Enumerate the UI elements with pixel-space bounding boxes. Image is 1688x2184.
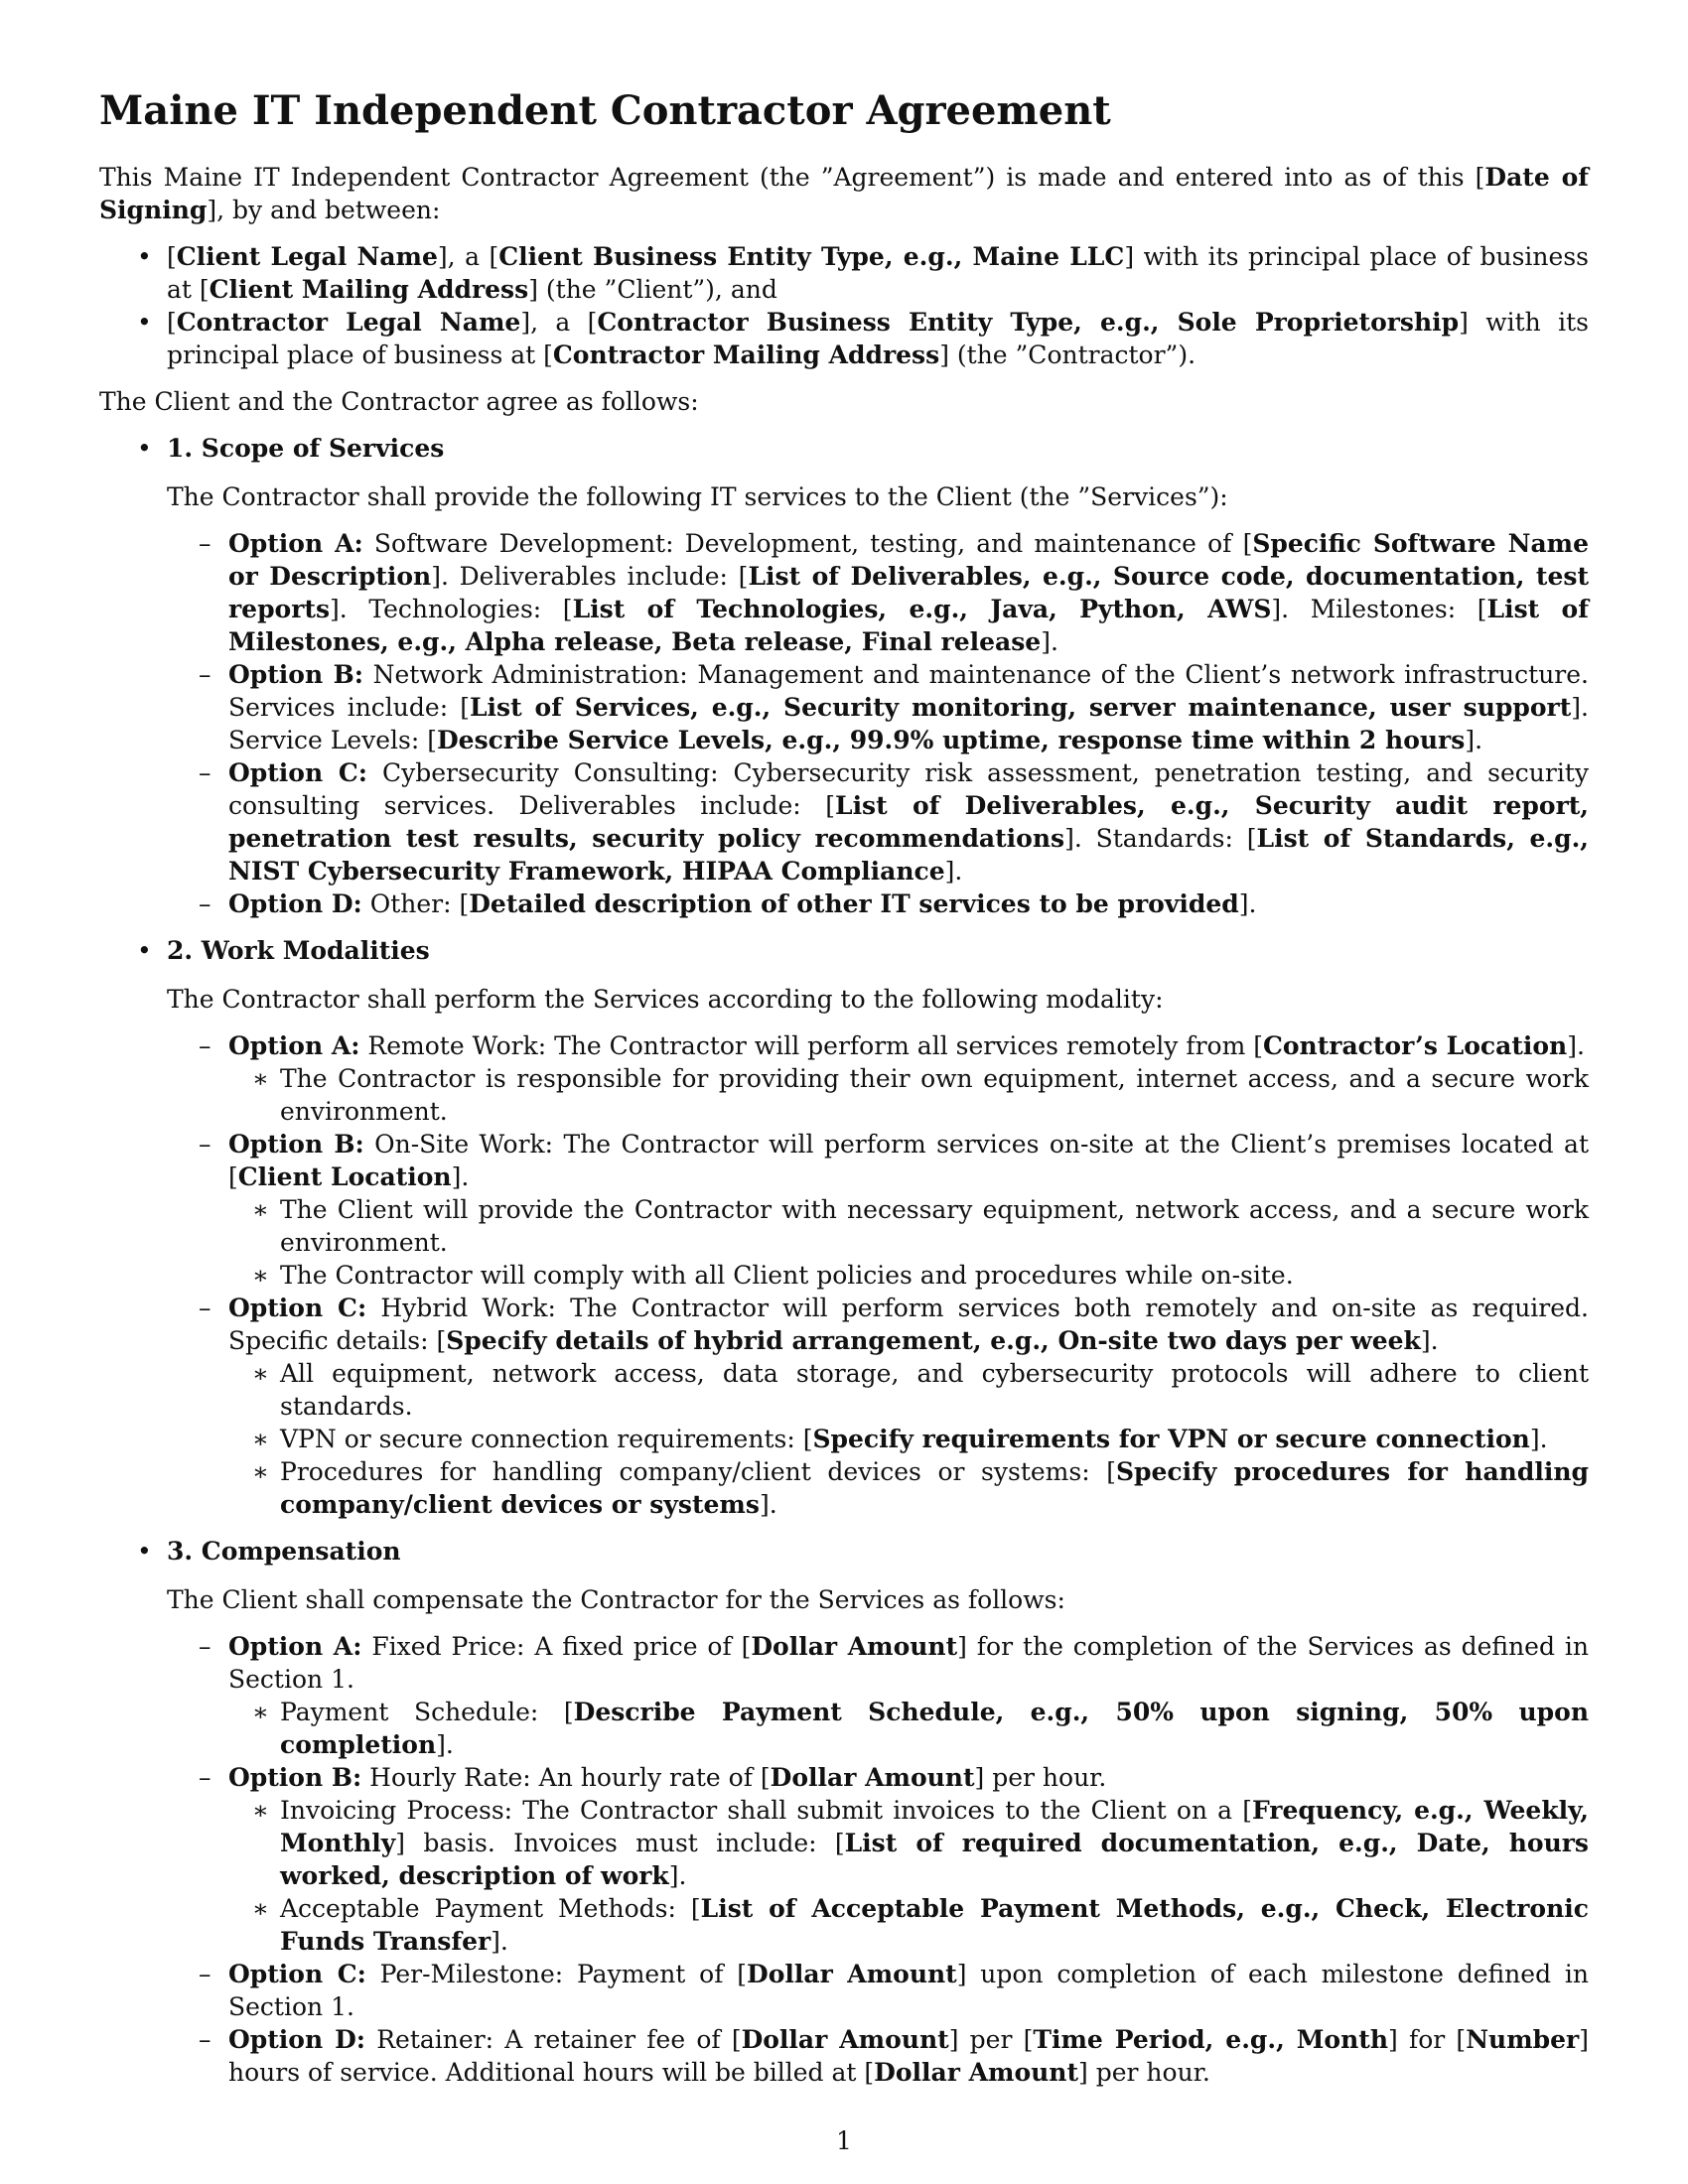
options-list (167, 1630, 1589, 2089)
section-intro: The Client shall compensate the Contractor for the Services as follows: (167, 1585, 1065, 1614)
page-number: 1 (836, 2126, 852, 2155)
sub-item: ∗ All equipment, network access, data storage, and cybersecurity protocols will adhere to client standards. (280, 1357, 1589, 1423)
party-client: • [Client Legal Name], a [Client Business Entity Type, e.g., Maine LLC] with its principal place of business at [Client Mailing Address] (the ”Client”), and (167, 240, 1589, 306)
document-title: Maine IT Independent Contractor Agreement (99, 87, 1111, 134)
party-contractor: • [Contractor Legal Name], a [Contractor Business Entity Type, e.g., Sole Proprietorship] with its principal place of business at [Contractor Mailing Address] (the ”Contractor”). (167, 306, 1589, 371)
sub-item: ∗ Procedures for handling company/client devices or systems: [Specify procedures for handling company/client devices or systems]. (280, 1455, 1589, 1521)
sub-item: ∗ VPN or secure connection requirements: [Specify requirements for VPN or secure connection]. (280, 1423, 1589, 1455)
option-b: – Option B: Network Administration: Management and maintenance of the Client’s network infrastructure. Services include: [List of Services, e.g., Security monitoring, server maintenance, user support]. Service Levels: [Describe Service Levels, e.g., 99.9% uptime, response time within 2 hours]. (228, 658, 1589, 756)
sub-item: ∗ Acceptable Payment Methods: [List of Acceptable Payment Methods, e.g., Check, Electronic Funds Transfer]. (280, 1892, 1589, 1958)
option-b: – Option B: On-Site Work: The Contractor will perform services on-site at the Client’s premises located at [Client Location]. ∗ The Client will provide the Contractor with necessary equipment, network access, and a secure work environment. ∗ The Contractor will comply with all Client policies and procedures while on-site. (228, 1128, 1589, 1292)
option-a: – Option A: Remote Work: The Contractor will perform all services remotely from [Contractor’s Location]. ∗ The Contractor is responsible for providing their own equipment, internet access, and a secure work environment. (228, 1029, 1589, 1128)
section-compensation (167, 1535, 1589, 2089)
intro-paragraph: This Maine IT Independent Contractor Agreement (the ”Agreement”) is made and entered into as of this [Date of Signing], by and between: (99, 163, 1589, 224)
option-c: – Option C: Cybersecurity Consulting: Cybersecurity risk assessment, penetration testing, and security consulting services. Deliverables include: [List of Deliverables, e.g., Security audit report, penetration test results, security policy recommendations]. Standards: [List of Standards, e.g., NIST Cybersecurity Framework, HIPAA Compliance]. (228, 756, 1589, 887)
section-work-modalities (167, 934, 1589, 1521)
option-c: – Option C: Hybrid Work: The Contractor will perform services both remotely and on-site as required. Specific details: [Specify details of hybrid arrangement, e.g., On-site two days per week]. ∗ All equipment, network access, data storage, and cybersecurity protocols will adhere to client standards. ∗ VPN or secure connection requirements: [Specify requirements for VPN or secure connection]. ∗ Procedures for handling company/client devices or systems: [Specify procedures for handling company/client devices or systems]. (228, 1292, 1589, 1521)
option-d: – Option D: Other: [Detailed description of other IT services to be provided]. (228, 887, 1589, 920)
sub-items (228, 1794, 1589, 1958)
agreement-lead-in: The Client and the Contractor agree as follows: (99, 387, 699, 416)
options-list (167, 1029, 1589, 1521)
option-b: – Option B: Hourly Rate: An hourly rate of [Dollar Amount] per hour. ∗ Invoicing Process: The Contractor shall submit invoices to the Client on a [Frequency, e.g., Weekly, Monthly] basis. Invoices must include: [List of required documentation, e.g., Date, hours worked, description of work]. ∗ Acceptable Payment Methods: [List of Acceptable Payment Methods, e.g., Check, Electronic Funds Transfer]. (228, 1761, 1589, 1958)
sub-item: ∗ The Contractor is responsible for providing their own equipment, internet access, and a secure work environment. (280, 1062, 1589, 1128)
section-title: • 1. Scope of Services (167, 434, 445, 463)
sub-item: ∗ The Client will provide the Contractor with necessary equipment, network access, and a secure work environment. (280, 1193, 1589, 1259)
sections-list (99, 432, 1589, 2089)
sub-items (228, 1696, 1589, 1761)
sub-items (228, 1357, 1589, 1521)
option-c: – Option C: Per-Milestone: Payment of [Dollar Amount] upon completion of each milestone defined in Section 1. (228, 1958, 1589, 2023)
options-list (167, 527, 1589, 920)
section-title: • 2. Work Modalities (167, 936, 430, 965)
option-a: – Option A: Software Development: Development, testing, and maintenance of [Specific Software Name or Description]. Deliverables include: [List of Deliverables, e.g., Source code, documentation, test reports]. Technologies: [List of Technologies, e.g., Java, Python, AWS]. Milestones: [List of Milestones, e.g., Alpha release, Beta release, Final release]. (228, 527, 1589, 658)
section-scope-of-services (167, 432, 1589, 920)
section-intro: The Contractor shall perform the Services according to the following modality: (167, 985, 1164, 1014)
placeholder-date-of-signing: Date of Signing (99, 163, 1589, 224)
section-intro: The Contractor shall provide the following IT services to the Client (the ”Services”): (167, 482, 1228, 511)
sub-item: ∗ Invoicing Process: The Contractor shall submit invoices to the Client on a [Frequency, e.g., Weekly, Monthly] basis. Invoices must include: [List of required documentation, e.g., Date, hours worked, description of work]. (280, 1794, 1589, 1892)
sub-item: ∗ The Contractor will comply with all Client policies and procedures while on-site. (280, 1259, 1589, 1292)
section-title: • 3. Compensation (167, 1537, 401, 1566)
option-a: – Option A: Fixed Price: A fixed price of [Dollar Amount] for the completion of the Services as defined in Section 1. ∗ Payment Schedule: [Describe Payment Schedule, e.g., 50% upon signing, 50% upon completion]. (228, 1630, 1589, 1761)
parties-list (99, 240, 1589, 371)
sub-items (228, 1193, 1589, 1292)
sub-item: ∗ Payment Schedule: [Describe Payment Schedule, e.g., 50% upon signing, 50% upon completion]. (280, 1696, 1589, 1761)
option-d: – Option D: Retainer: A retainer fee of [Dollar Amount] per [Time Period, e.g., Month] for [Number] hours of service. Additional hours will be billed at [Dollar Amount] per hour. (228, 2023, 1589, 2089)
sub-items (228, 1062, 1589, 1128)
